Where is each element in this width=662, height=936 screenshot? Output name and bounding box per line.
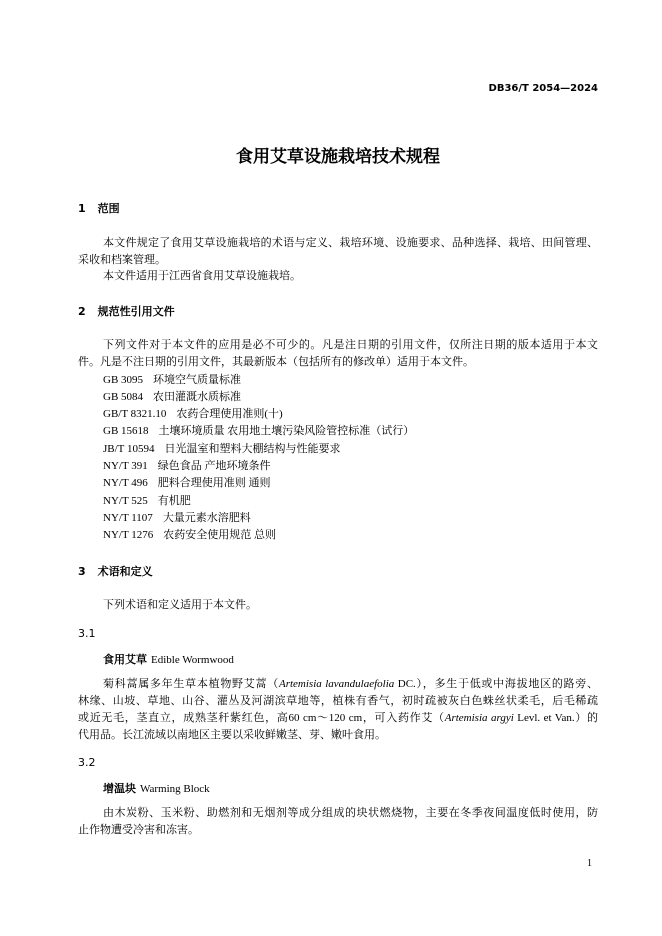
document-code: DB36/T 2054—2024 <box>488 83 598 94</box>
paragraph-line: 本文件规定了食用艾草设施栽培的术语与定义、栽培环境、设施要求、品种选择、栽培、田间管理、 <box>103 236 598 249</box>
paragraph-terms-intro <box>78 597 598 614</box>
reference-code: GB 5084 <box>103 390 144 403</box>
section-number: 2 <box>78 304 86 318</box>
reference-code: NY/T 1276 <box>103 529 154 542</box>
paragraph-line: 本文件适用于江西省食用艾草设施栽培。 <box>103 269 301 282</box>
clause-number-3-1: 3.1 <box>78 626 96 640</box>
section-title: 规范性引用文件 <box>97 304 175 318</box>
section-number: 1 <box>78 201 86 215</box>
paragraph-line <box>78 710 598 727</box>
text-segment: 或近无毛，茎直立，成熟茎秆紫红色，高60 cm～120 cm，可入药作艾（ <box>78 711 445 724</box>
paragraph-line: 件。凡是不注日期的引用文件，其最新版本（包括所有的修改单）适用于本文件。 <box>78 355 474 368</box>
reference-item <box>103 493 623 510</box>
reference-code: NY/T 1107 <box>103 511 153 524</box>
paragraph-line: 下列术语和定义适用于本文件。 <box>103 598 257 611</box>
latin-name: Artemisia argyi <box>444 711 514 724</box>
paragraph-line: 由木炭粉、玉米粉、助燃剂和无烟剂等成分组成的块状燃烧物，主要在冬季夜间温度低时使用，防 <box>103 806 598 819</box>
reference-title: 农药安全使用规范 总则 <box>163 529 276 542</box>
reference-title: 环境空气质量标准 <box>153 373 242 386</box>
reference-title: 肥料合理使用准则 通则 <box>157 477 271 490</box>
reference-title: 有机肥 <box>157 494 191 507</box>
term-english: Edible Wormwood <box>151 653 234 666</box>
paragraph-references-intro <box>78 337 598 371</box>
section-number: 3 <box>78 564 86 578</box>
paragraph-line: 林缘、山坡、草地、山谷、灌丛及河湖滨草地等，植株有香气，初时疏被灰白色蛛丝状柔毛，后毛稀疏 <box>78 694 598 707</box>
reference-title: 日光温室和塑料大棚结构与性能要求 <box>164 442 341 455</box>
reference-code: GB 3095 <box>103 373 144 386</box>
paragraph-scope-2 <box>78 268 598 285</box>
text-segment: Levl. et Van.）的 <box>513 711 599 724</box>
paragraph-line: 止作物遭受冷害和冻害。 <box>78 823 199 836</box>
reference-item <box>103 475 623 492</box>
reference-code: NY/T 496 <box>103 477 148 490</box>
reference-title: 绿色食品 产地环境条件 <box>157 459 271 472</box>
reference-list <box>78 372 623 545</box>
term-3-1 <box>78 651 623 669</box>
reference-title: 土壤环境质量 农用地土壤污染风险管控标准（试行） <box>158 425 415 438</box>
term-3-2 <box>78 780 623 798</box>
section-heading-scope <box>78 200 598 217</box>
definition-3-2 <box>78 805 598 839</box>
reference-code: GB 15618 <box>103 425 149 438</box>
latin-name: Artemisia lavandulaefolia <box>278 677 395 690</box>
paragraph-line: 采收和档案管理。 <box>78 253 166 266</box>
clause-number-3-2: 3.2 <box>78 755 96 769</box>
text-segment: DC.），多生于低或中海拔地区的路旁、 <box>394 677 599 690</box>
reference-item <box>103 423 623 440</box>
reference-code: GB/T 8321.10 <box>103 408 167 421</box>
reference-code: JB/T 10594 <box>103 442 155 455</box>
page-number: 1 <box>587 858 592 869</box>
section-title: 术语和定义 <box>97 564 153 578</box>
reference-code: NY/T 391 <box>103 459 148 472</box>
reference-item <box>103 527 623 544</box>
paragraph-line: 下列文件对于本文件的应用是必不可少的。凡是注日期的引用文件，仅所注日期的版本适用于本文 <box>103 338 598 351</box>
reference-code: NY/T 525 <box>103 494 148 507</box>
term-chinese: 食用艾草 <box>103 652 147 666</box>
section-heading-normative-references <box>78 303 598 320</box>
paragraph-line <box>78 676 598 693</box>
reference-item <box>103 441 623 458</box>
section-heading-terms <box>78 563 598 580</box>
paragraph-scope-1 <box>78 235 598 269</box>
section-title: 范围 <box>97 201 120 215</box>
reference-title: 大量元素水溶肥料 <box>162 511 251 524</box>
reference-item <box>103 510 623 527</box>
reference-item <box>103 389 623 406</box>
term-chinese: 增温块 <box>103 781 136 795</box>
term-english: Warming Block <box>140 782 210 795</box>
reference-item <box>103 458 623 475</box>
reference-title: 农药合理使用准则(十) <box>176 408 283 421</box>
reference-title: 农田灌溉水质标准 <box>153 390 242 403</box>
text-segment: 菊科蒿属多年生草本植物野艾蒿（ <box>103 677 279 690</box>
reference-item <box>103 372 623 389</box>
definition-3-1 <box>78 676 598 744</box>
document-title: 食用艾草设施栽培技术规程 <box>236 147 440 167</box>
paragraph-line: 代用品。长江流域以南地区主要以采收鲜嫩茎、芽、嫩叶食用。 <box>78 728 386 741</box>
reference-item <box>103 406 623 423</box>
